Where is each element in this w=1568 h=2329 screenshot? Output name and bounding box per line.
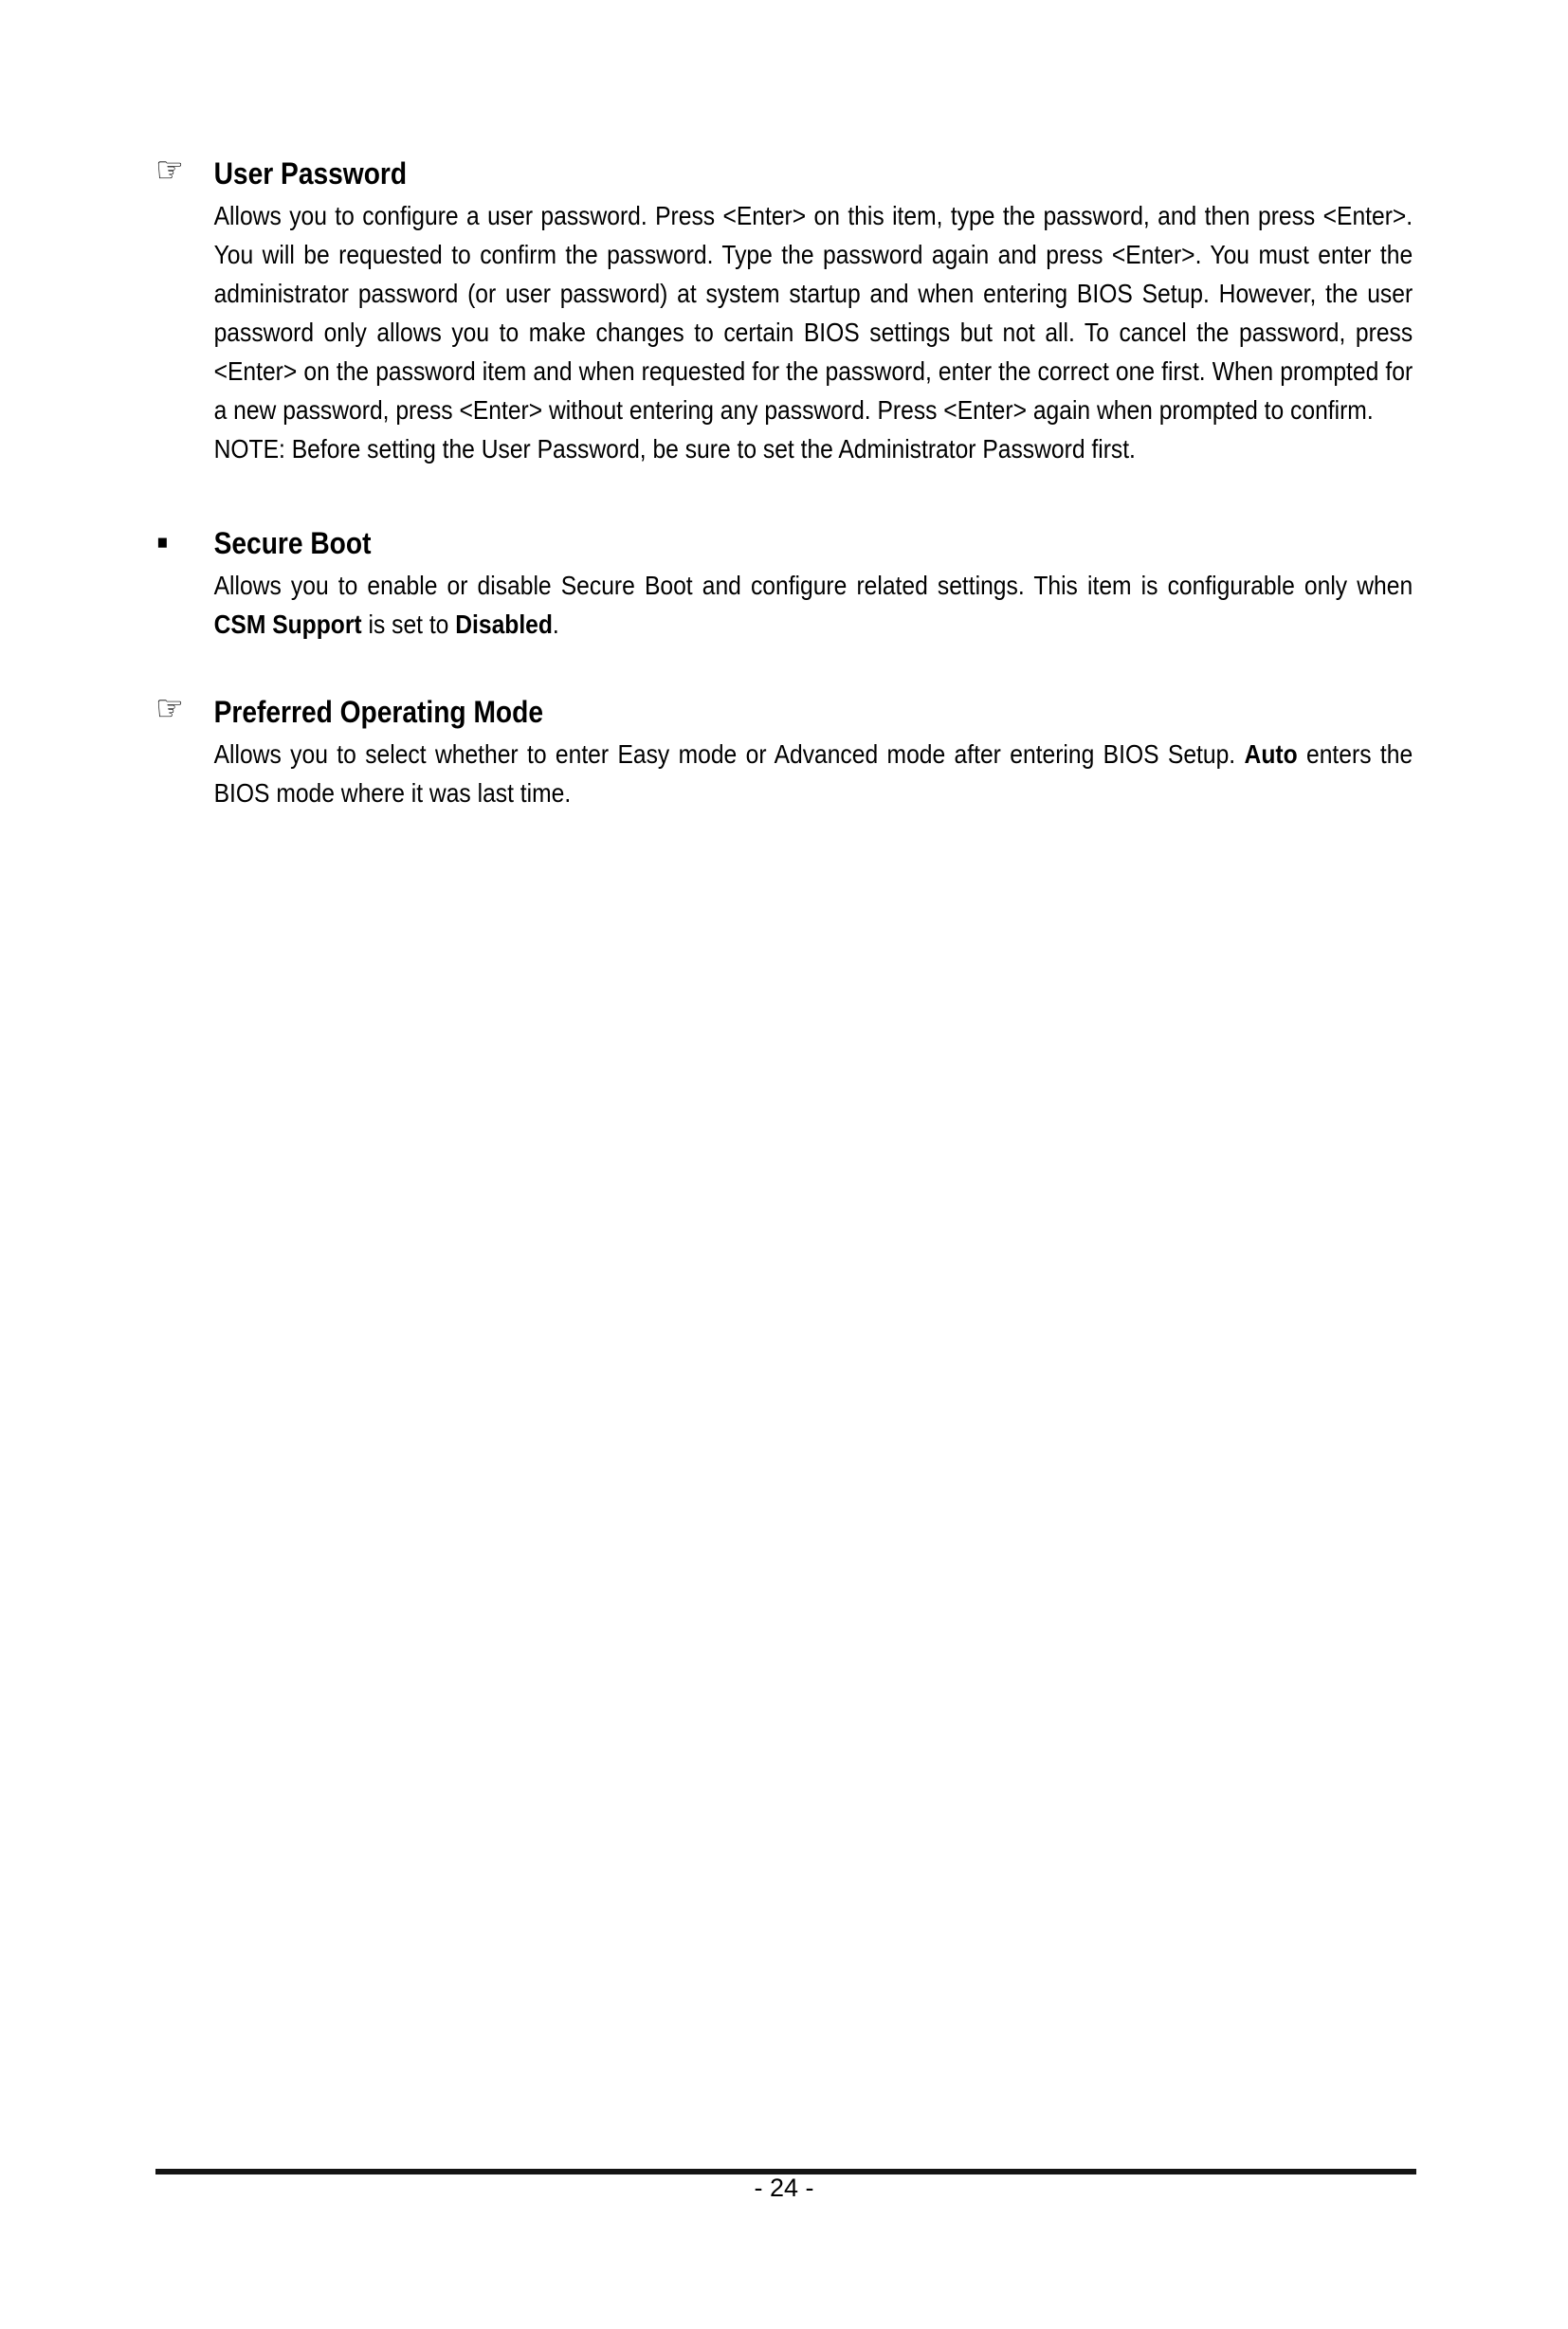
bullet-column xyxy=(155,689,214,729)
section-body-preferred-operating-mode: Allows you to select whether to enter Easy mode or Advanced mode after entering BIOS Setup. Auto enters the BIOS mode where it was last time. xyxy=(213,739,1413,808)
manual-page-content xyxy=(155,0,1413,812)
section-user-password xyxy=(155,151,1413,468)
section-preferred-operating-mode xyxy=(155,689,1413,812)
section-title-secure-boot: Secure Boot xyxy=(213,526,372,560)
section-body-secure-boot: Allows you to enable or disable Secure Boot and configure related settings. This item is configurable only when CSM Support is set to Disabled. xyxy=(213,571,1413,639)
section-text-column xyxy=(214,155,1413,468)
section-body-user-password: Allows you to configure a user password. Press <Enter> on this item, type the password, and then press <Enter>. You will be requested to confirm the password. Type the password again and press <Enter>. You must enter the administrator password (or user password) at system startup and when entering BIOS Setup. However, the user password only allows you to make changes to certain BIOS settings but not all. To cancel the password, press <Enter> on the password item and when requested for the password, enter the correct one first. When prompted for a new password, press <Enter> without entering any password. Press <Enter> again when prompted to confirm. xyxy=(213,201,1413,425)
bullet-column xyxy=(155,524,214,562)
section-secure-boot xyxy=(155,524,1413,644)
pointer-hand-icon: ☞ xyxy=(155,689,184,729)
section-note-user-password: NOTE: Before setting the User Password, be sure to set the Administrator Password first. xyxy=(213,434,1136,464)
square-bullet-icon: ■ xyxy=(156,532,168,554)
section-title-preferred-operating-mode: Preferred Operating Mode xyxy=(213,695,543,729)
bullet-column xyxy=(155,151,214,191)
section-title-user-password: User Password xyxy=(213,156,408,191)
section-text-column xyxy=(214,524,1413,644)
pointer-hand-icon: ☞ xyxy=(155,151,184,191)
page-number: - 24 - xyxy=(754,2174,814,2202)
section-text-column xyxy=(214,693,1413,812)
